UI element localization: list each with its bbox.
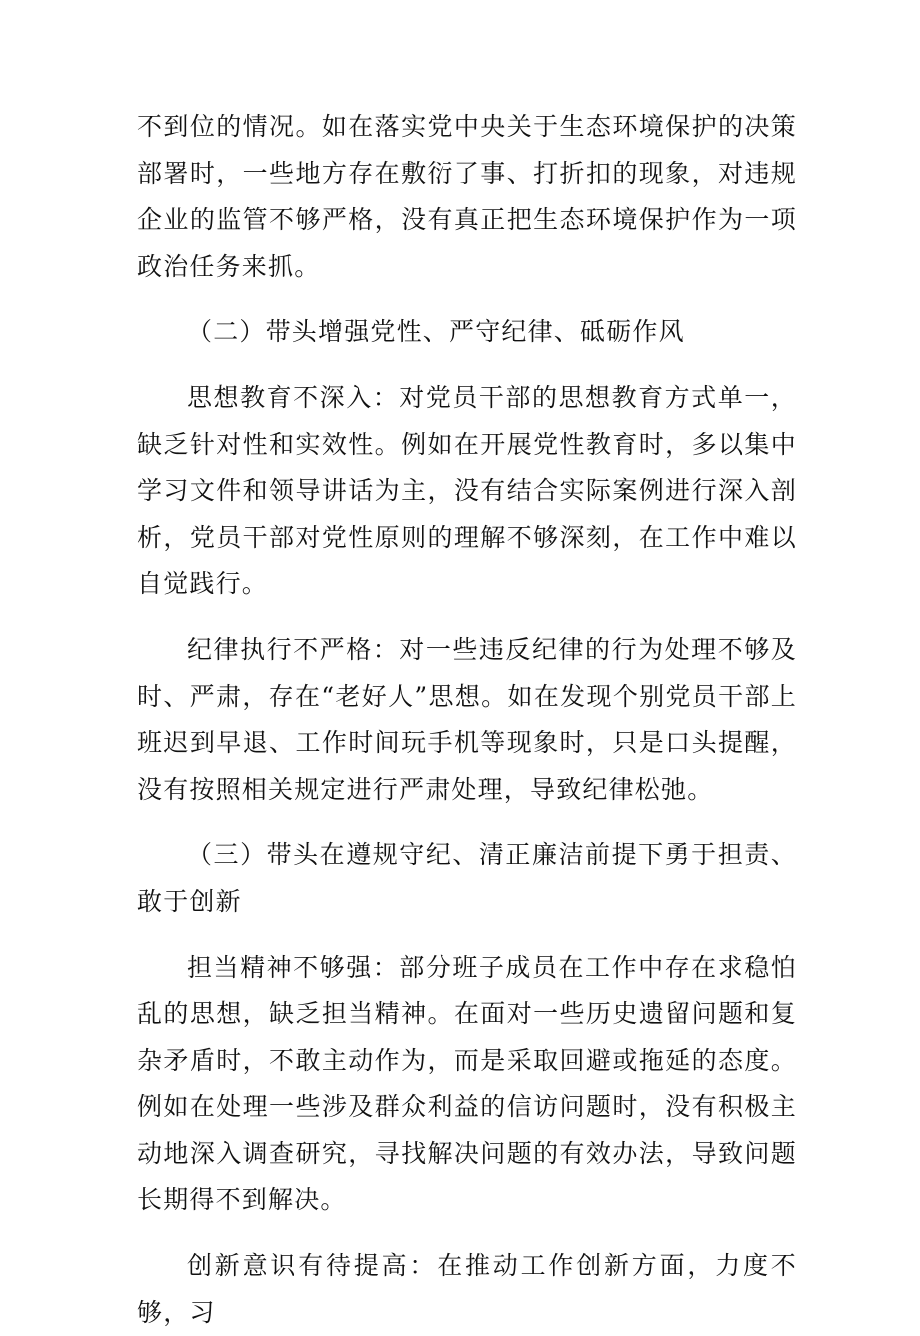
- section-heading-2: （二）带头增强党性、严守纪律、砥砺作风: [187, 317, 685, 347]
- paragraph-innovation: 创新意识有待提高：在推动工作创新方面，力度不够，习: [137, 1251, 797, 1327]
- paragraph-ideological-education: 思想教育不深入：对党员干部的思想教育方式单一，缺乏针对性和实效性。例如在开展党性教育时，多以集中学习文件和领导讲话为主，没有结合实际案例进行深入剖析，党员干部对党性原则的理解不够深刻，在工作中难以自觉践行。: [137, 382, 797, 599]
- section-heading-3: （三）带头在遵规守纪、清正廉洁前提下勇于担责、敢于创新: [137, 840, 797, 916]
- paragraph-discipline-enforcement: 纪律执行不严格：对一些违反纪律的行为处理不够及时、严肃，存在“老好人”思想。如在发现个别党员干部上班迟到早退、工作时间玩手机等现象时，只是口头提醒，没有按照相关规定进行严肃处理，导致纪律松弛。: [137, 634, 797, 804]
- paragraph-continued: 不到位的情况。如在落实党中央关于生态环境保护的决策部署时，一些地方存在敷衍了事、打折扣的现象，对违规企业的监管不够严格，没有真正把生态环境保护作为一项政治任务来抓。: [137, 112, 797, 281]
- paragraph-responsibility: 担当精神不够强：部分班子成员在工作中存在求稳怕乱的思想，缺乏担当精神。在面对一些历史遗留问题和复杂矛盾时，不敢主动作为，而是采取回避或拖延的态度。例如在处理一些涉及群众利益的信访问题时，没有积极主动地深入调查研究，寻找解决问题的有效办法，导致问题长期得不到解决。: [137, 952, 797, 1215]
- document-body: [137, 104, 797, 1336]
